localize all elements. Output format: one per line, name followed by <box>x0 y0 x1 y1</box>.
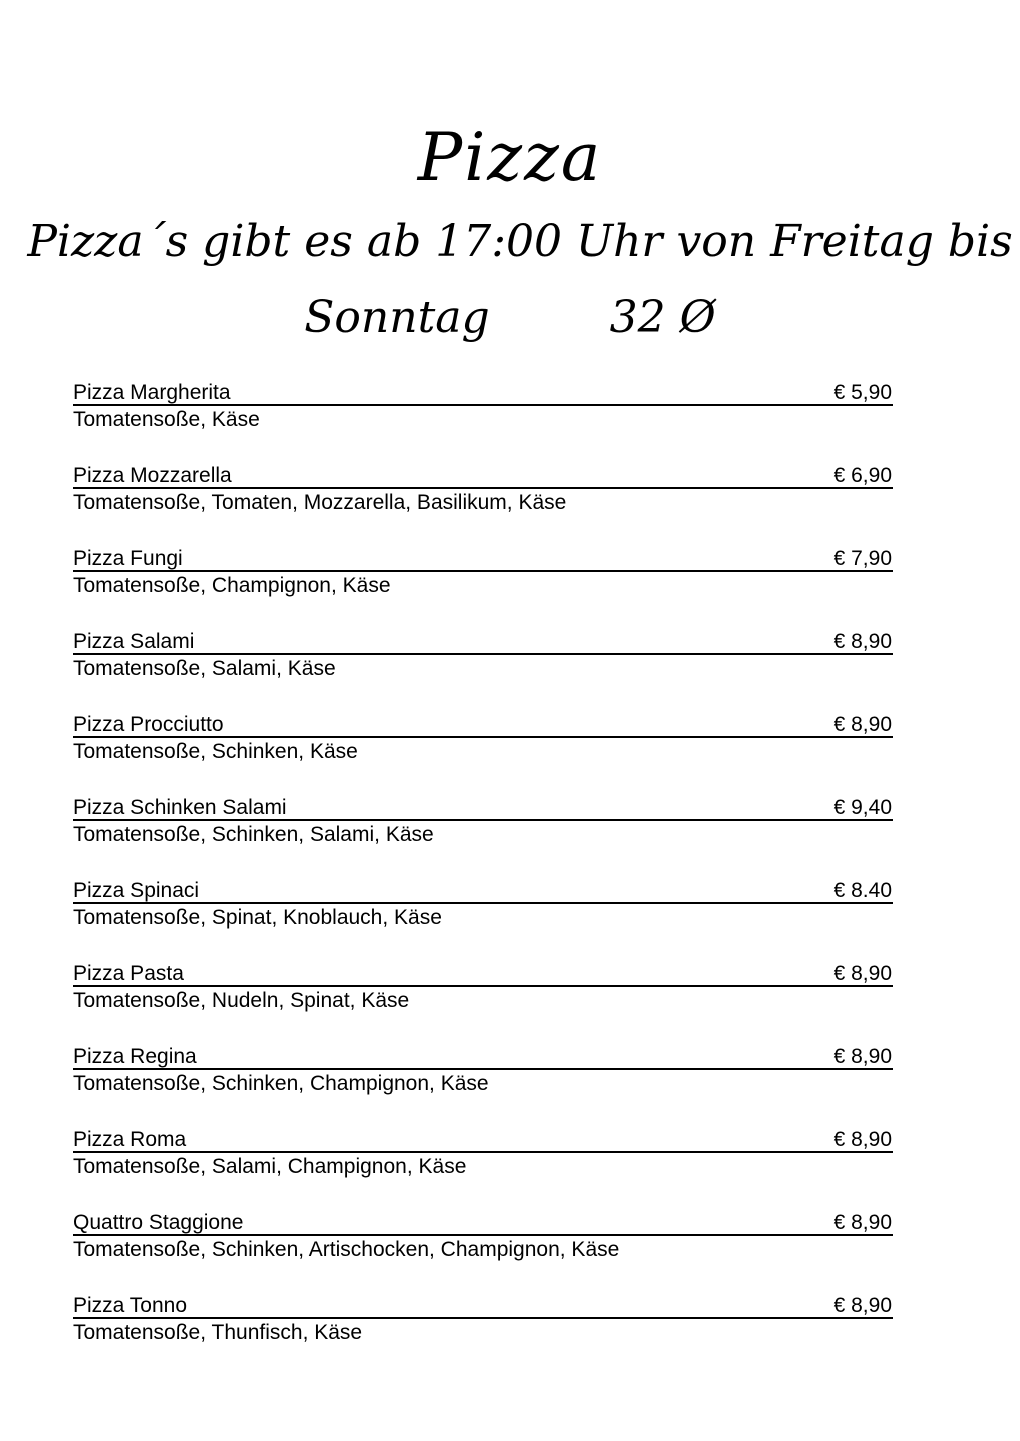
menu-item <box>73 1293 893 1376</box>
menu-item-price: € 8,90 <box>833 630 892 653</box>
menu-item-price: € 8,90 <box>833 1294 892 1317</box>
menu-item-name: Pizza Schinken Salami <box>73 796 287 819</box>
seat-count: 32 Ø <box>609 292 716 343</box>
menu-item-description: Tomatensoße, Nudeln, Spinat, Käse <box>73 989 410 1012</box>
menu-item-name: Pizza Roma <box>73 1128 187 1151</box>
menu-item <box>73 1044 893 1127</box>
menu-item-header <box>73 380 893 406</box>
menu-item-price: € 9,40 <box>833 796 892 819</box>
menu-item-name: Pizza Margherita <box>73 381 231 404</box>
menu-item <box>73 629 893 712</box>
menu-item <box>73 712 893 795</box>
menu-item-description: Tomatensoße, Schinken, Artischocken, Champignon, Käse <box>73 1238 620 1261</box>
menu-item-price: € 8,90 <box>833 1211 892 1234</box>
menu-item <box>73 878 893 961</box>
menu-item-description: Tomatensoße, Tomaten, Mozzarella, Basilikum, Käse <box>73 491 567 514</box>
menu-item-description: Tomatensoße, Schinken, Champignon, Käse <box>73 1072 489 1095</box>
menu-item-name: Pizza Tonno <box>73 1294 188 1317</box>
menu-item-header <box>73 795 893 821</box>
menu-item-description: Tomatensoße, Spinat, Knoblauch, Käse <box>73 906 442 929</box>
menu-item-description: Tomatensoße, Salami, Käse <box>73 657 336 680</box>
opening-hours-line: Pizza´s gibt es ab 17:00 Uhr von Freitag bis <box>27 216 1013 267</box>
menu-item-header <box>73 878 893 904</box>
opening-day: Sonntag <box>304 292 490 343</box>
menu-item-description: Tomatensoße, Schinken, Käse <box>73 740 358 763</box>
menu-item-price: € 8,90 <box>833 1128 892 1151</box>
menu-item-header <box>73 629 893 655</box>
menu-item-price: € 8,90 <box>833 1045 892 1068</box>
menu-item <box>73 795 893 878</box>
menu-item-description: Tomatensoße, Champignon, Käse <box>73 574 391 597</box>
menu-item-header <box>73 546 893 572</box>
menu-item-name: Quattro Staggione <box>73 1211 244 1234</box>
menu-item-header <box>73 961 893 987</box>
menu-item-header <box>73 712 893 738</box>
menu-item-price: € 8,90 <box>833 713 892 736</box>
menu-item-price: € 7,90 <box>833 547 892 570</box>
menu-item-description: Tomatensoße, Thunfisch, Käse <box>73 1321 363 1344</box>
menu-item-name: Pizza Regina <box>73 1045 197 1068</box>
menu-item-name: Pizza Spinaci <box>73 879 200 902</box>
menu-item-description: Tomatensoße, Salami, Champignon, Käse <box>73 1155 467 1178</box>
menu-item-price: € 8,90 <box>833 962 892 985</box>
menu-item <box>73 961 893 1044</box>
menu-item-header <box>73 463 893 489</box>
menu-item-header <box>73 1210 893 1236</box>
menu-item-price: € 5,90 <box>833 381 892 404</box>
menu-item <box>73 1127 893 1210</box>
menu-item-price: € 8.40 <box>833 879 892 902</box>
menu-item-header <box>73 1127 893 1153</box>
menu-item-name: Pizza Pasta <box>73 962 184 985</box>
opening-hours-line-2 <box>0 288 1020 348</box>
menu-item-name: Pizza Fungi <box>73 547 183 570</box>
pizza-menu-list <box>73 380 893 1376</box>
page-title: Pizza <box>417 119 603 196</box>
menu-item-name: Pizza Procciutto <box>73 713 224 736</box>
menu-item <box>73 463 893 546</box>
menu-item <box>73 380 893 463</box>
menu-item-description: Tomatensoße, Käse <box>73 408 260 431</box>
menu-item <box>73 546 893 629</box>
menu-item-header <box>73 1293 893 1319</box>
menu-item-name: Pizza Mozzarella <box>73 464 232 487</box>
menu-item-name: Pizza Salami <box>73 630 195 653</box>
menu-item-price: € 6,90 <box>833 464 892 487</box>
menu-item-description: Tomatensoße, Schinken, Salami, Käse <box>73 823 434 846</box>
menu-item <box>73 1210 893 1293</box>
menu-item-header <box>73 1044 893 1070</box>
